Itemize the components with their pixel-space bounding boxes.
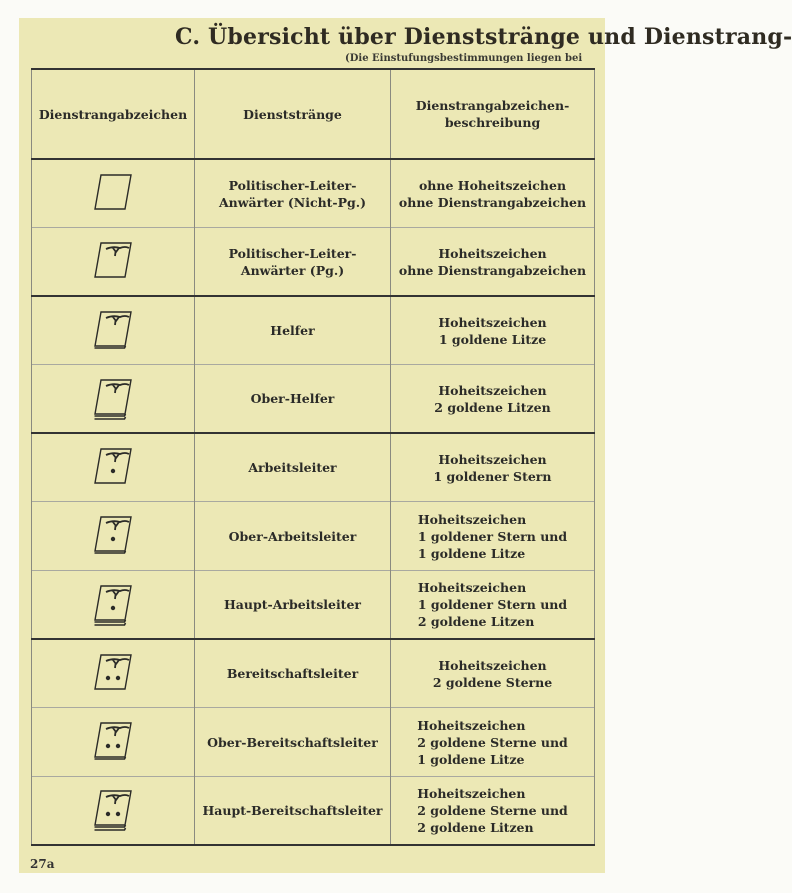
rank-description <box>391 433 595 502</box>
table-row <box>32 433 595 502</box>
star-icon <box>106 676 110 680</box>
rank-description-text: Hoheitszeichen 1 goldener Stern <box>433 451 552 484</box>
collar-tab-icon <box>87 306 139 356</box>
rank-description <box>391 228 595 297</box>
rank-insignia <box>32 159 195 228</box>
eagle-emblem-icon <box>106 795 129 804</box>
rank-insignia <box>32 708 195 777</box>
rank-name: Haupt-Bereitschaftsleiter <box>195 776 391 845</box>
rank-insignia <box>32 776 195 845</box>
collar-tab-icon <box>87 649 139 699</box>
eagle-emblem-icon <box>106 659 129 668</box>
collar-tab-icon <box>87 580 139 630</box>
table-row <box>32 571 595 640</box>
rank-description <box>391 296 595 365</box>
star-icon <box>116 744 120 748</box>
table-row <box>32 365 595 434</box>
collar-tab-icon <box>87 237 139 287</box>
rank-table <box>31 68 595 846</box>
rank-description-text: Hoheitszeichen 2 goldene Sterne und 2 goldene Litzen <box>417 785 568 835</box>
rank-insignia <box>32 296 195 365</box>
rank-name: Ober-Arbeitsleiter <box>195 502 391 571</box>
rank-name: Arbeitsleiter <box>195 433 391 502</box>
rank-name: Ober-Helfer <box>195 365 391 434</box>
rank-insignia <box>32 365 195 434</box>
eagle-emblem-icon <box>106 316 129 325</box>
rank-description-text: Hoheitszeichen 1 goldene Litze <box>438 314 547 347</box>
star-icon <box>106 812 110 816</box>
rank-description <box>391 708 595 777</box>
rank-insignia <box>32 433 195 502</box>
rank-description-text: Hoheitszeichen 2 goldene Litzen <box>434 382 551 415</box>
table-row <box>32 502 595 571</box>
star-icon <box>111 605 115 609</box>
rank-name: Bereitschaftsleiter <box>195 639 391 708</box>
rank-name: Haupt-Arbeitsleiter <box>195 571 391 640</box>
rank-description <box>391 776 595 845</box>
rank-description <box>391 571 595 640</box>
table-row <box>32 159 595 228</box>
rank-description-text: Hoheitszeichen ohne Dienstrangabzeichen <box>398 245 587 278</box>
collar-tab-icon <box>87 169 139 219</box>
eagle-emblem-icon <box>106 453 129 462</box>
rank-insignia <box>32 639 195 708</box>
collar-tab-icon <box>87 374 139 424</box>
header-insignia: Dienstrangabzeichen <box>32 69 195 159</box>
rank-description <box>391 639 595 708</box>
collar-tab-icon <box>87 443 139 493</box>
page-subtitle: (Die Einstufungsbestimmungen liegen bei <box>345 53 583 64</box>
rank-name: Politischer-Leiter- Anwärter (Nicht-Pg.) <box>195 159 391 228</box>
rank-insignia <box>32 228 195 297</box>
star-icon <box>116 676 120 680</box>
table-row <box>32 708 595 777</box>
page-number: 27a <box>30 857 55 871</box>
page-title: C. Übersicht über Dienststränge und Dienstrang- <box>175 24 792 50</box>
rank-description-text: Hoheitszeichen 1 goldener Stern und 2 goldene Litzen <box>417 580 568 630</box>
collar-tab-icon <box>87 717 139 767</box>
rank-insignia <box>32 502 195 571</box>
star-icon <box>111 469 115 473</box>
eagle-emblem-icon <box>106 247 129 256</box>
star-icon <box>116 812 120 816</box>
star-icon <box>111 537 115 541</box>
header-description: Dienstrangabzeichen- beschreibung <box>391 69 595 159</box>
rank-description <box>391 159 595 228</box>
rank-description-text: Hoheitszeichen 1 goldener Stern und 1 goldene Litze <box>417 511 568 561</box>
rank-description <box>391 365 595 434</box>
rank-name: Politischer-Leiter- Anwärter (Pg.) <box>195 228 391 297</box>
star-icon <box>106 744 110 748</box>
rank-insignia <box>32 571 195 640</box>
rank-description-text: ohne Hoheitszeichen ohne Dienstrangabzeichen <box>398 177 587 210</box>
table-row <box>32 639 595 708</box>
rank-name: Helfer <box>195 296 391 365</box>
eagle-emblem-icon <box>106 521 129 530</box>
table-row <box>32 296 595 365</box>
collar-tab-icon <box>87 785 139 835</box>
eagle-emblem-icon <box>106 384 129 393</box>
table-row <box>32 228 595 297</box>
table-row <box>32 776 595 845</box>
eagle-emblem-icon <box>106 727 129 736</box>
rank-description-text: Hoheitszeichen 2 goldene Sterne <box>432 657 553 690</box>
header-ranks: Dienststränge <box>195 69 391 159</box>
rank-description <box>391 502 595 571</box>
rank-description-text: Hoheitszeichen 2 goldene Sterne und 1 goldene Litze <box>417 717 568 767</box>
rank-name: Ober-Bereitschaftsleiter <box>195 708 391 777</box>
collar-tab-icon <box>87 511 139 561</box>
eagle-emblem-icon <box>106 590 129 599</box>
table-header-row <box>32 69 595 159</box>
